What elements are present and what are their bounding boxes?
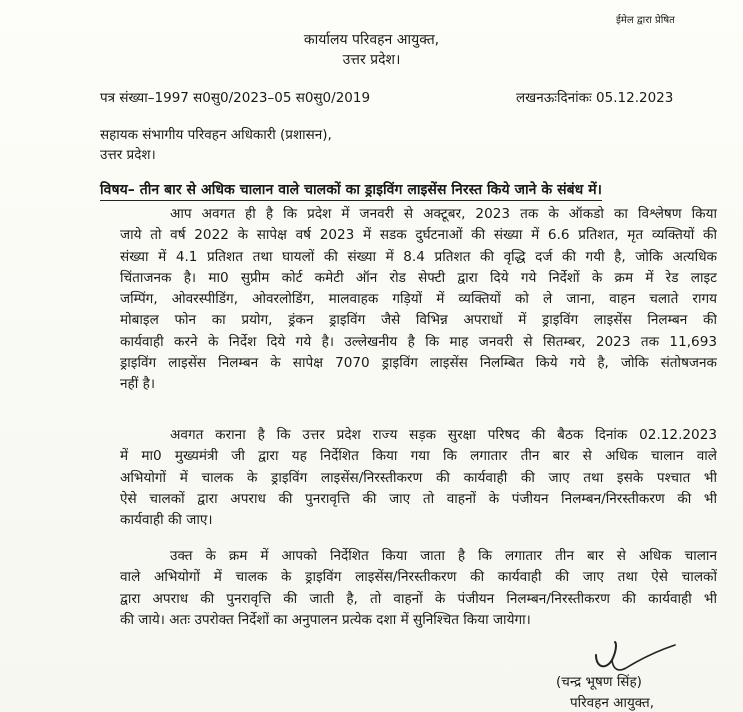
letter-date: लखनऊःदिनांकः 05.12.2023 bbox=[516, 90, 674, 106]
paragraph-line: जाये तो वर्ष 2022 के सापेक्ष वर्ष 2023 में सडक दुर्घटनाओं की संख्या में 6.6 प्रतिशत, मृत व्यक्तियों की bbox=[120, 227, 717, 244]
signatory-name: (चन्द्र भूषण सिंह) bbox=[556, 674, 642, 690]
addressee-line-2: उत्तर प्रदेश। bbox=[100, 147, 156, 163]
paragraph-line: अभियोगों में चालक के ड्राइविंग लाइसेंस/निरस्तीकरण की कार्यवाही की जाए तथा इसके पश्चात भी bbox=[120, 469, 717, 486]
paragraph-line: नहीं है। bbox=[120, 376, 155, 393]
office-state: उत्तर प्रदेश। bbox=[342, 52, 401, 68]
letter-subject: विषय– तीन बार से अधिक चालान वाले चालकों का ड्राइविंग लाइसेंस निरस्त किये जाने के संबंध में। bbox=[100, 180, 602, 201]
paragraph-line: कार्यवाही करने के निर्देश दिये गये है। उल्लेखनीय है कि माह जनवरी से सितम्बर, 2023 तक 11,693 bbox=[120, 333, 717, 350]
paragraph-line: ऐसे चालकों द्वारा अपराध की पुनरावृत्ति की जाए तो वाहनों के पंजीयन निलम्बन/निरस्तीकरण की भी bbox=[120, 490, 717, 507]
letter-reference-number: पत्र संख्या–1997 स0सु0/2023–05 स0सु0/2019 bbox=[100, 90, 371, 106]
paragraph-line: ड्राइविंग लाइसेंस निलम्बन के सापेक्ष 7070 ड्राइविंग लाइसेंस निलम्बित किये गये है, जोकि संतोषजनक bbox=[120, 355, 717, 372]
paragraph-line: अवगत कराना है कि उत्तर प्रदेश राज्य सड़क सुरक्षा परिषद की बैठक दिनांक 02.12.2023 bbox=[170, 427, 717, 443]
paragraph-line: संख्या में 4.1 प्रतिशत तथा घायलों की संख्या में 8.4 प्रतिशत की वृद्धि दर्ज की गयी है, जोकि अत्यधिक bbox=[120, 248, 717, 265]
office-title: कार्यालय परिवहन आयुक्त, bbox=[303, 32, 440, 48]
paragraph-line: आप अवगत ही है कि प्रदेश में जनवरी से अक्टूबर, 2023 तक के ऑकडो का विश्लेषण किया bbox=[170, 206, 717, 222]
paragraph-line: जम्पिंग, ओवरस्पीडिंग, ओवरलोडिंग, मालवाहक गड़ियों में व्यक्तियों को ले जाना, वाहन चलाते रागय bbox=[120, 291, 717, 308]
paragraph-1 bbox=[120, 204, 717, 396]
paragraph-line: चिंताजनक है। मा0 सुप्रीम कोर्ट कमेटी ऑन रोड सेफ्टी द्वारा दिये गये निर्देशों के क्रम में रेड लाइट bbox=[120, 269, 717, 286]
email-dispatch-note: ईमेल द्वारा प्रेषित bbox=[616, 15, 675, 26]
paragraph-3 bbox=[120, 546, 717, 631]
paragraph-line: की जाये। अतः उपरोक्त निर्देशों का अनुपालन प्रत्येक दशा में सुनिश्चित किया जायेगा। bbox=[120, 611, 531, 628]
paragraph-line: कार्यवाही की जाए। bbox=[120, 512, 213, 529]
signatory-designation: परिवहन आयुक्त, bbox=[570, 695, 654, 711]
paragraph-line: में मा0 मुख्यमंत्री जी द्वारा यह निर्देशित किया गया कि लगातार तीन बार से अधिक चालान वाले bbox=[120, 448, 717, 465]
paragraph-line: मोबाइल फोन का प्रयोग, ड्रंकन ड्राइविंग जैसे विभिन्न अपराधों में ड्राइविंग लाइसेंस निलम्बन की bbox=[120, 312, 717, 329]
paragraph-line: उक्त के क्रम में आपको निर्देशित किया जाता है कि लगातार तीन बार से अधिक चालान bbox=[170, 548, 717, 564]
addressee-line-1: सहायक संभागीय परिवहन अधिकारी (प्रशासन), bbox=[100, 127, 332, 143]
paragraph-line: द्वारा अपराध की पुनरावृत्ति की जाती है, तो वाहनों के पंजीयन निलम्बन/निरस्तीकरण की कार्यवाही भी bbox=[120, 590, 717, 607]
paragraph-line: वाले अभियोगों में चालक के ड्राइविंग लाइसेंस/निरस्तीकरण की कार्यवाही की जाए तथा ऐसे चालकों bbox=[120, 569, 717, 586]
paragraph-2 bbox=[120, 425, 717, 531]
